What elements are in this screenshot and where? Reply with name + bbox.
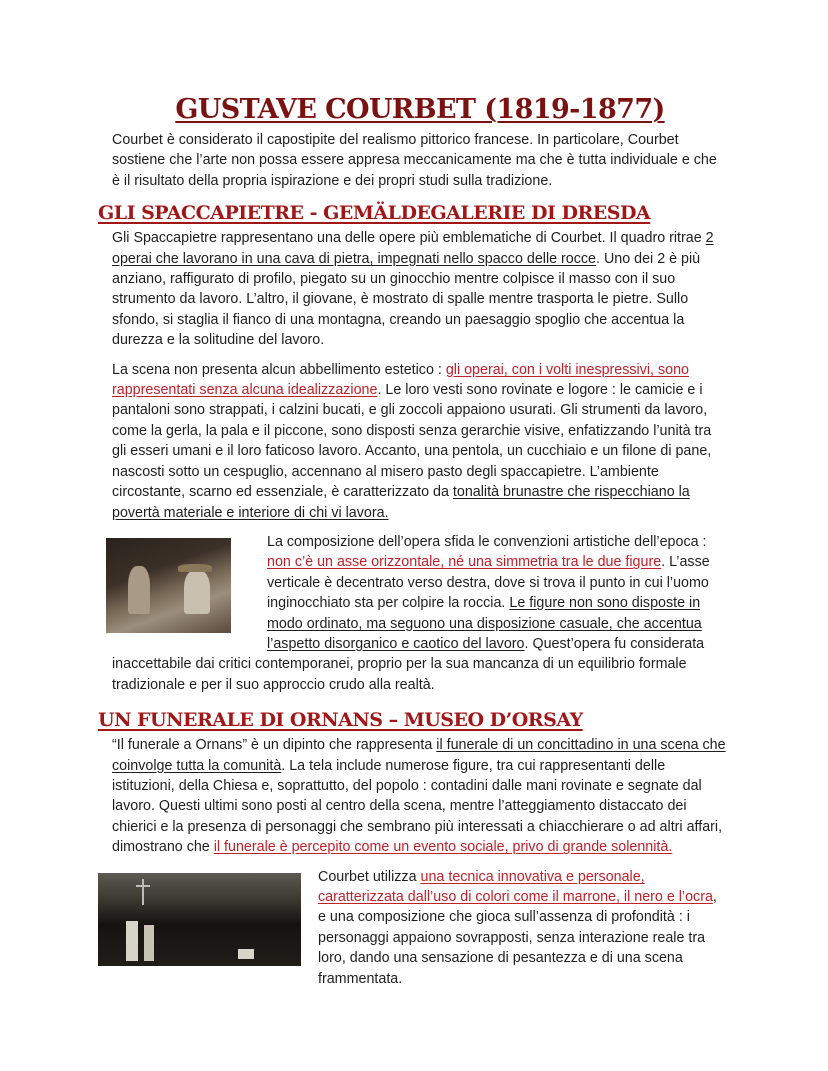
text-run: La composizione dell’opera sfida le convenzioni artistiche dell’epoca :	[267, 533, 707, 550]
underlined-text: tonalità brunastre che rispecchiano la povertà materiale e interiore di chi vi lavora.	[112, 484, 690, 521]
spaccapietre-painting-image	[106, 538, 231, 633]
spaccapietre-block	[112, 532, 728, 695]
intro-paragraph	[112, 130, 728, 191]
text-run: . Quest’opera fu considerata inaccettabile dai critici contemporanei, proprio per la sua mancanza di un equilibrio formale tradizionale e per il suo approccio crudo alla realtà.	[112, 635, 705, 693]
section-heading-funerale: UN FUNERALE DI ORNANS – MUSEO D’ORSAY	[98, 709, 583, 732]
underlined-text: il funerale di un concittadino in una scena che coinvolge tutta la comunità	[112, 737, 726, 774]
text-run: Gli Spaccapietre rappresentano una delle opere più emblematiche di Courbet. Il quadro ritrae	[112, 230, 706, 247]
underlined-text: Le figure non sono disposte in modo ordinato, ma seguono una disposizione casuale, che accentua l’aspetto disorganico e caotico del lavoro	[267, 595, 702, 652]
text-run: . L’asse verticale è decentrato verso destra, dove si trova il punto in cui l’uomo inginocchiato sta per colpire la roccia.	[267, 554, 710, 612]
spaccapietre-paragraph-1	[112, 228, 728, 350]
text-run: , e una composizione che gioca sull’assenza di profondità : i personaggi appaiono sovrapposti, senza interazione reale tra loro, dando una sensazione di pesantezza e di una scena frammentata.	[318, 889, 717, 987]
text-run: Courbet è considerato il capostipite del realismo pittorico francese. In particolare, Courbet sostiene che l’arte non possa essere appresa meccanicamente ma che è tutta individuale e che è il risultato della propria ispirazione e dei propri studi sulla tradizione.	[112, 132, 717, 189]
page-title: GUSTAVE COURBET (1819-1877)	[175, 94, 665, 125]
funerale-painting-image	[98, 873, 301, 966]
text-run: . Uno dei 2 è più anziano, raffigurato di profilo, piegato su un ginocchio mentre colpisce il masso con il suo strumento da lavoro. L’altro, il giovane, è mostrato di spalle mentre trasporta le pietre. Sullo sfondo, si staglia il fianco di una montagna, creando un paesaggio spoglio che accentua la durezza e la solitudine del lavoro.	[112, 250, 701, 349]
spaccapietre-paragraph-2	[112, 360, 728, 523]
highlighted-text: gli operai, con i volti inespressivi, sono rappresentati senza alcuna idealizzazione	[112, 361, 689, 399]
funerale-block	[112, 867, 728, 989]
highlighted-text: non c’è un asse orizzontale, né una simmetria tra le due figure	[267, 554, 662, 571]
text-run: . Le loro vesti sono rovinate e logore : le camicie e i pantaloni sono strappati, i calzini bucati, e gli zoccoli appaiono usurati. Gli strumenti da lavoro, come la gerla, la pala e il piccone, sono disposti senza gerarchie visive, enfatizzando l’unità tra gli esseri umani e il loro faticoso lavoro. Accanto, una pentola, un cucchiaio e un filone di pane, nascosti sotto un cespuglio, accennano al misero pasto degli spaccapietre. L’ambiente circostante, scarno ed essenziale, è caratterizzato da	[112, 382, 712, 501]
document-page	[98, 92, 728, 998]
section-heading-spaccapietre: GLI SPACCAPIETRE - GEMÄLDEGALERIE DI DRESDA	[98, 202, 651, 225]
underlined-text: 2 operai che lavorano in una cava di pietra, impegnati nello spacco delle rocce	[112, 230, 714, 267]
highlighted-text: il funerale è percepito come un evento sociale, privo di grande solennità.	[213, 839, 673, 856]
text-run: Courbet utilizza	[318, 868, 421, 885]
text-run: . La tela include numerose figure, tra cui rappresentanti delle istituzioni, della Chiesa e, soprattutto, del popolo : contadini dalle mani rovinate e segnate dal lavoro. Questi ultimi sono posti al centro della scena, mentre l’atteggiamento distaccato dei chierici e la presenza di personaggi che sembrano più interessati a chiacchierare o ad altri affari, dimostrano che	[112, 757, 723, 856]
text-run: La scena non presenta alcun abbellimento estetico :	[112, 361, 446, 378]
text-run: “Il funerale a Ornans” è un dipinto che rappresenta	[112, 737, 437, 754]
funerale-paragraph-1	[112, 735, 728, 857]
highlighted-text: una tecnica innovativa e personale, caratterizzata dall’uso di colori come il marrone, il nero e l’ocra	[318, 868, 713, 905]
